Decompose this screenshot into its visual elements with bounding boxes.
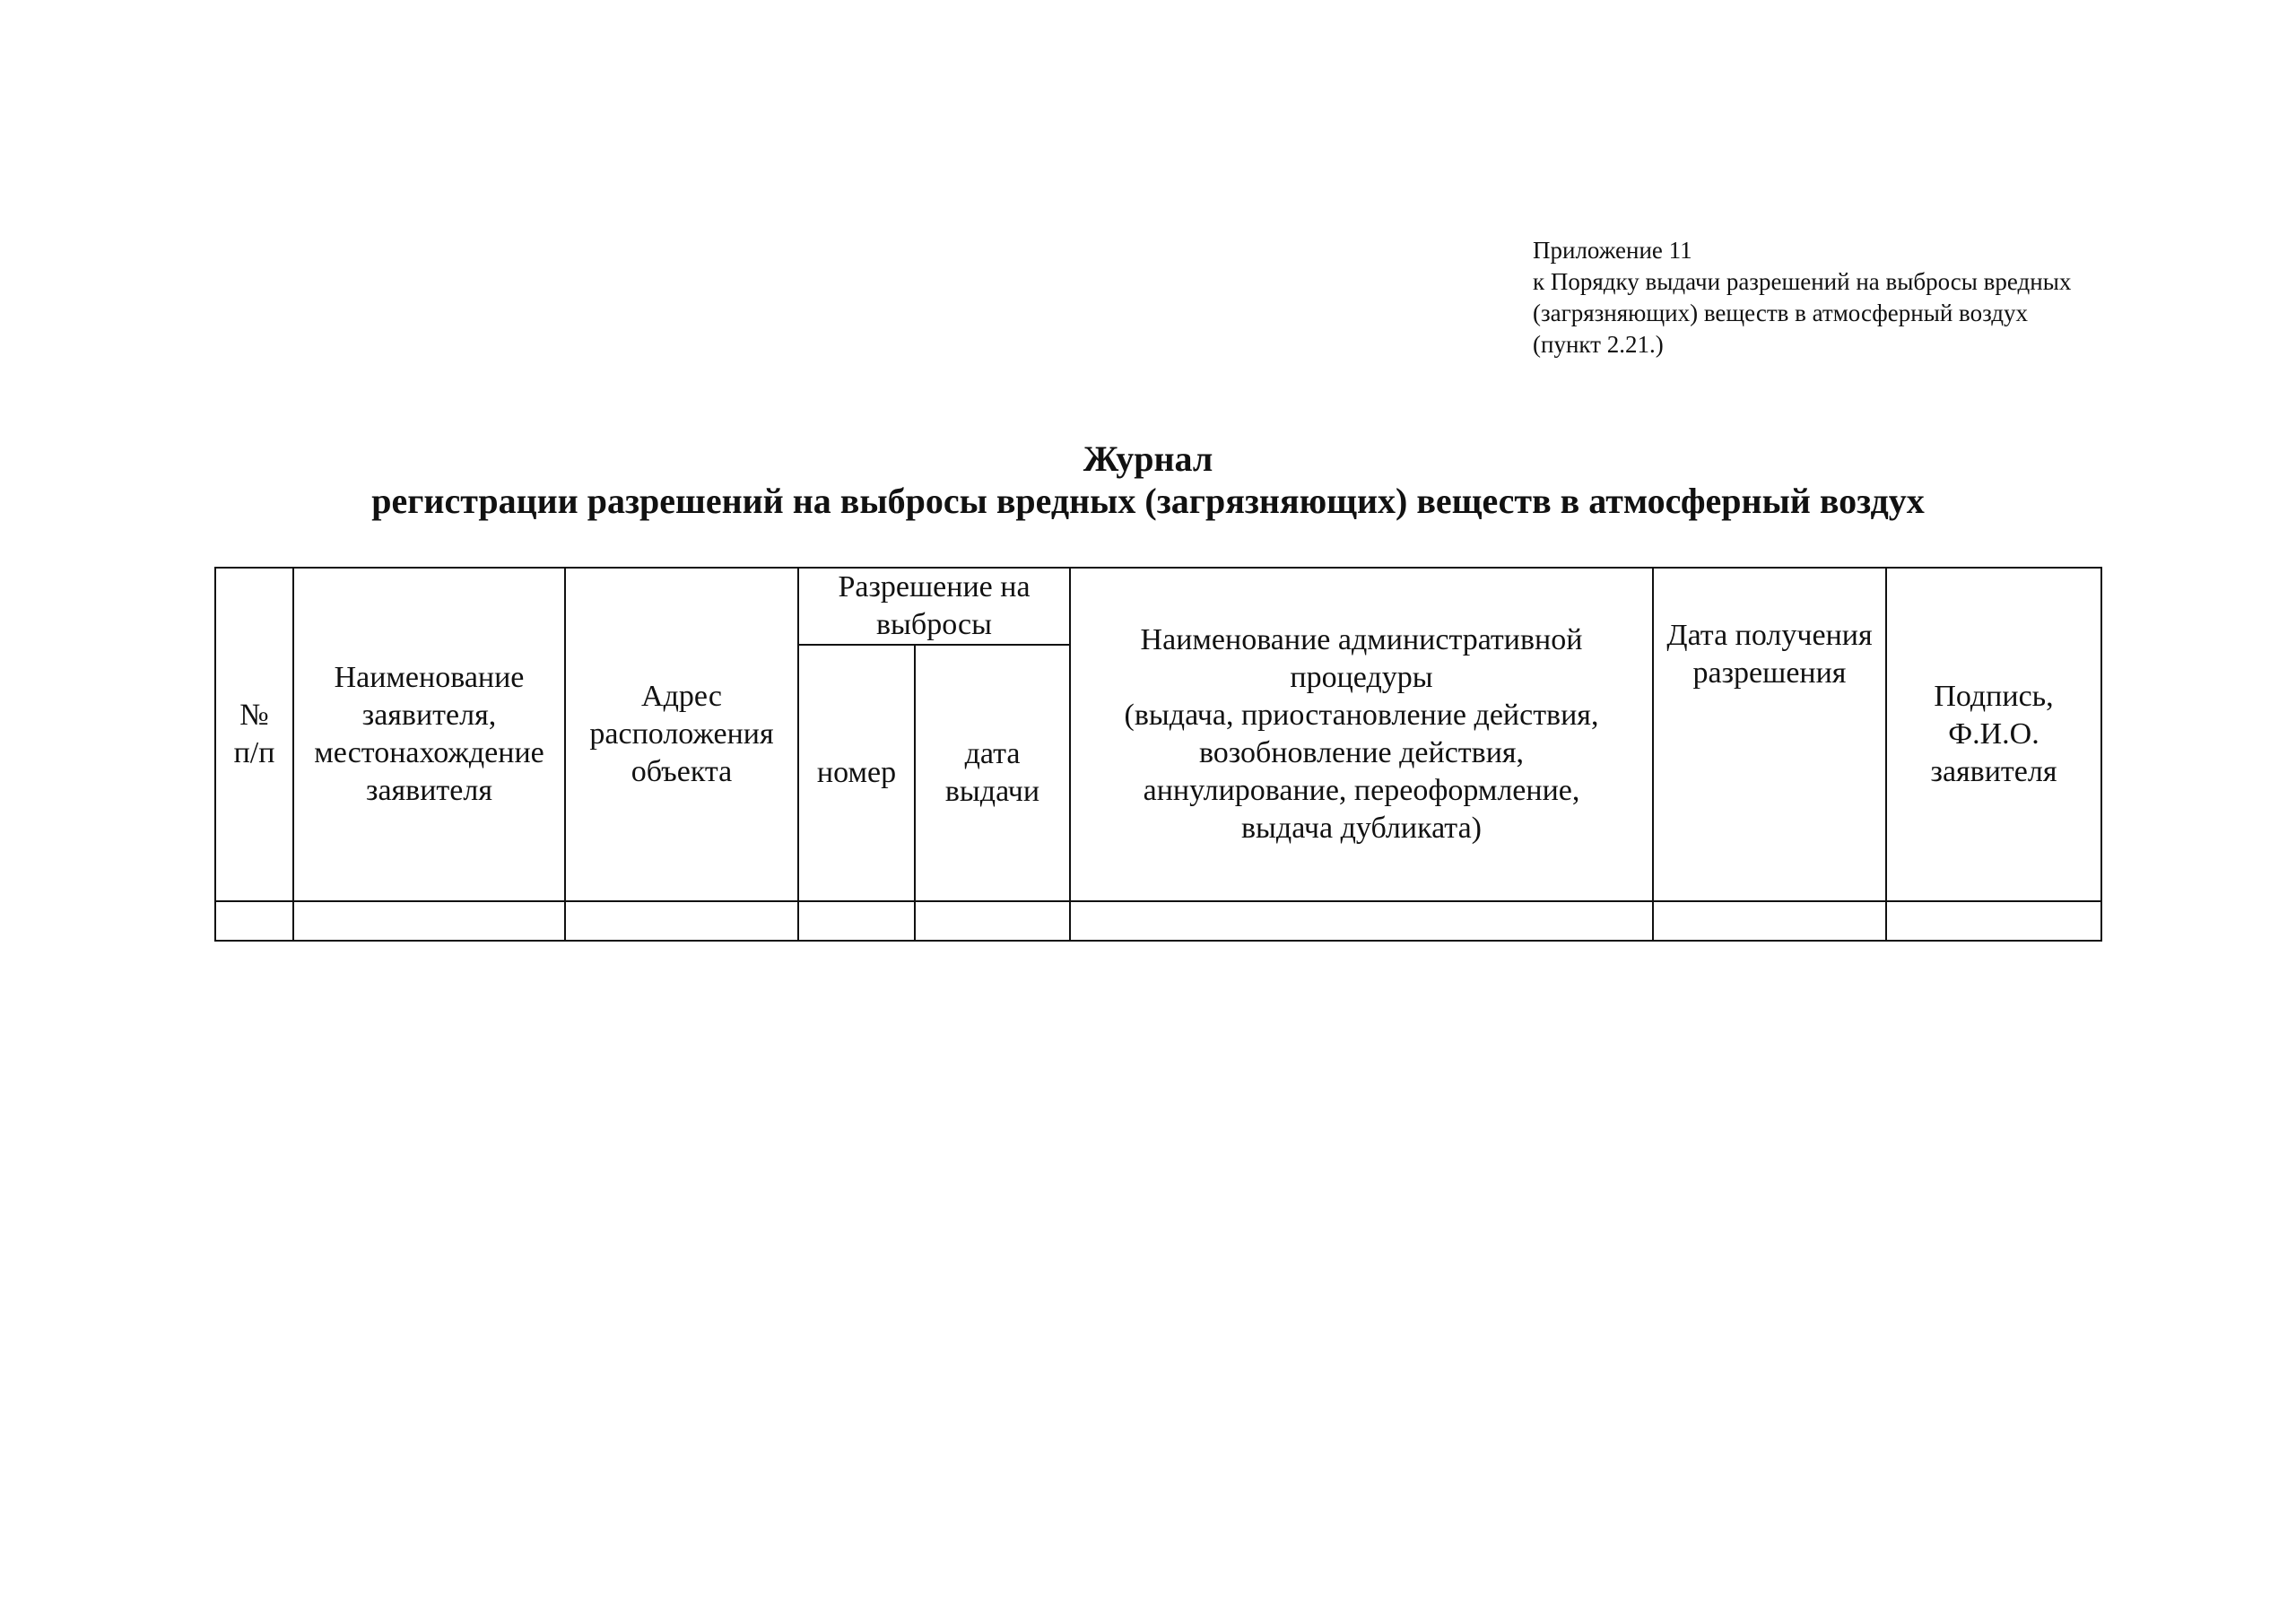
header-permit-date	[915, 645, 1070, 901]
header-signature	[1886, 568, 2101, 901]
appendix-note	[1533, 235, 2214, 360]
appendix-line-3: (загрязняющих) веществ в атмосферный воздух	[1533, 300, 2029, 326]
header-received-date	[1653, 568, 1886, 901]
header-address-label: Адрес расположения объекта	[589, 680, 774, 788]
header-num	[215, 568, 293, 901]
header-permit-number	[798, 645, 915, 901]
header-signature-label: Подпись, Ф.И.О. заявителя	[1930, 680, 2057, 788]
table-cell	[798, 901, 915, 941]
table-cell	[1653, 901, 1886, 941]
header-applicant	[293, 568, 565, 901]
header-procedure-label: Наименование административной процедуры (выдача, приостановление действия, возобновление действия, аннулирование, переоформление, выдача дубликата)	[1124, 623, 1599, 845]
table-cell	[215, 901, 293, 941]
table-cell	[565, 901, 798, 941]
header-address	[565, 568, 798, 901]
header-applicant-label: Наименование заявителя, местонахождение заявителя	[314, 661, 544, 807]
header-permit-group-label: Разрешение на выбросы	[838, 570, 1031, 641]
registration-journal-table	[214, 567, 2102, 942]
appendix-line-1: Приложение 11	[1533, 237, 1692, 264]
appendix-line-2: к Порядку выдачи разрешений на выбросы вредных	[1533, 268, 2072, 295]
header-received-date-label: Дата получения разрешения	[1666, 619, 1873, 690]
document-title: Журнал	[1083, 439, 1213, 479]
table-cell	[915, 901, 1070, 941]
header-num-label: № п/п	[233, 699, 275, 769]
table-cell	[293, 901, 565, 941]
appendix-line-4: (пункт 2.21.)	[1533, 331, 1664, 358]
table-cell	[1070, 901, 1653, 941]
header-row-1	[215, 568, 2101, 645]
header-permit-number-label: номер	[816, 756, 897, 789]
table-cell	[1886, 901, 2101, 941]
header-procedure	[1070, 568, 1653, 901]
header-permit-date-label: дата выдачи	[944, 737, 1040, 808]
header-permit-group	[798, 568, 1070, 645]
table-row	[215, 901, 2101, 941]
document-subtitle: регистрации разрешений на выбросы вредных (загрязняющих) веществ в атмосферный воздух	[371, 481, 1925, 521]
